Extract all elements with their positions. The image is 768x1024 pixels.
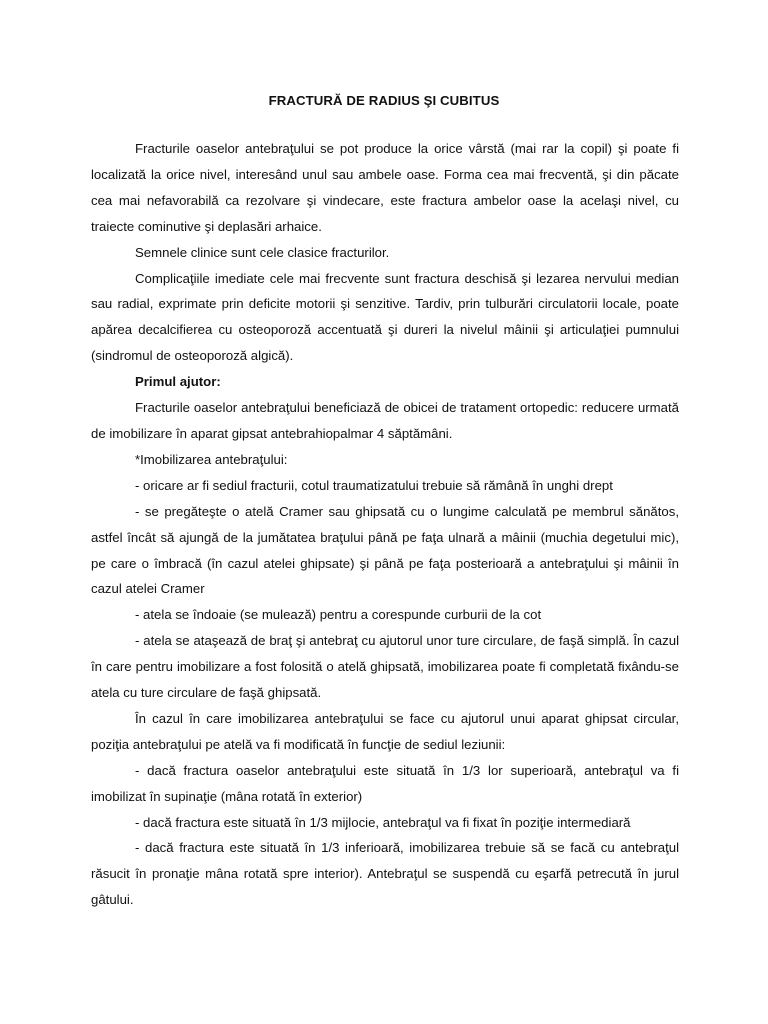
list-item-elbow-angle: - oricare ar fi sediul fracturii, cotul traumatizatului trebuie să rămână în unghi drept bbox=[135, 477, 613, 493]
document-body bbox=[91, 136, 679, 913]
paragraph-intro: Fracturile oaselor antebraţului se pot produce la orice vârstă (mai rar la copil) şi poate fi localizată la orice nivel, interesând unul sau ambele oase. Forma cea mai frecventă, şi din păcate cea mai nefavorabilă ca rezolvare şi vindecare, este fractura ambelor oase la acelaşi nivel, cu traiecte cominutive şi deplasări arhaice. bbox=[91, 141, 679, 234]
list-item-splint-bend: - atela se îndoaie (se mulează) pentru a corespunde curburii de la cot bbox=[135, 607, 542, 623]
list-item-lower-third: - dacă fractura este situată în 1/3 inferioară, imobilizarea trebuie să se facă cu antebraţul răsucit în pronaţie mâna rotată spre interior). Antebraţul se suspendă cu eşarfă petrecută în jurul gâtului. bbox=[91, 840, 679, 908]
list-item-middle-third: - dacă fractura este situată în 1/3 mijlocie, antebraţul va fi fixat în poziţie intermediară bbox=[135, 814, 631, 830]
list-item-splint-prep: - se pregăteşte o atelă Cramer sau ghipsată cu o lungime calculată pe membrul sănătos, astfel încât să ajungă de la jumătatea braţului până pe faţa ulnară a mâinii (muchia degetului mic), pe care o îmbracă (în cazul atelei ghipsate) şi până pe faţa posterioară a antebraţului şi mâinii în cazul atelei Cramer bbox=[91, 503, 679, 597]
heading-first-aid: Primul ajutor: bbox=[135, 374, 221, 390]
paragraph-treatment: Fracturile oaselor antebraţului beneficiază de obicei de tratament ortopedic: reducere urmată de imobilizare în aparat gipsat antebrahiopalmar 4 săptămâni. bbox=[91, 400, 679, 441]
paragraph-circular-cast: În cazul în care imobilizarea antebraţului se face cu ajutorul unui aparat ghipsat circular, poziţia antebraţului pe atelă va fi modificată în funcţie de sediul leziunii: bbox=[91, 710, 679, 752]
paragraph-clinical-signs: Semnele clinice sunt cele clasice fracturilor. bbox=[135, 244, 390, 260]
document-title: FRACTURĂ DE RADIUS ŞI CUBITUS bbox=[268, 93, 500, 108]
heading-immobilization: *Imobilizarea antebraţului: bbox=[135, 451, 288, 467]
list-item-splint-attach: - atela se ataşează de braţ şi antebraţ cu ajutorul unor ture circulare, de faşă simplă. În cazul în care pentru imobilizare a fost folosită o atelă ghipsată, imobilizarea poate fi completată fixându-se atela cu ture circulare de faşă ghipsată. bbox=[91, 633, 679, 701]
list-item-upper-third: - dacă fractura oaselor antebraţului este situată în 1/3 lor superioară, antebraţul va fi imobilizat în supinaţie (mâna rotată în exterior) bbox=[91, 762, 679, 804]
paragraph-complications: Complicaţiile imediate cele mai frecvente sunt fractura deschisă şi lezarea nervului median sau radial, exprimate prin deficite motorii şi senzitive. Tardiv, prin tulburări circulatorii locale, poate apărea decalcifierea cu osteoporoză accentuată şi dureri la nivelul mâinii şi articulaţiei pumnului (sindromul de osteoporoză algică). bbox=[91, 270, 679, 364]
